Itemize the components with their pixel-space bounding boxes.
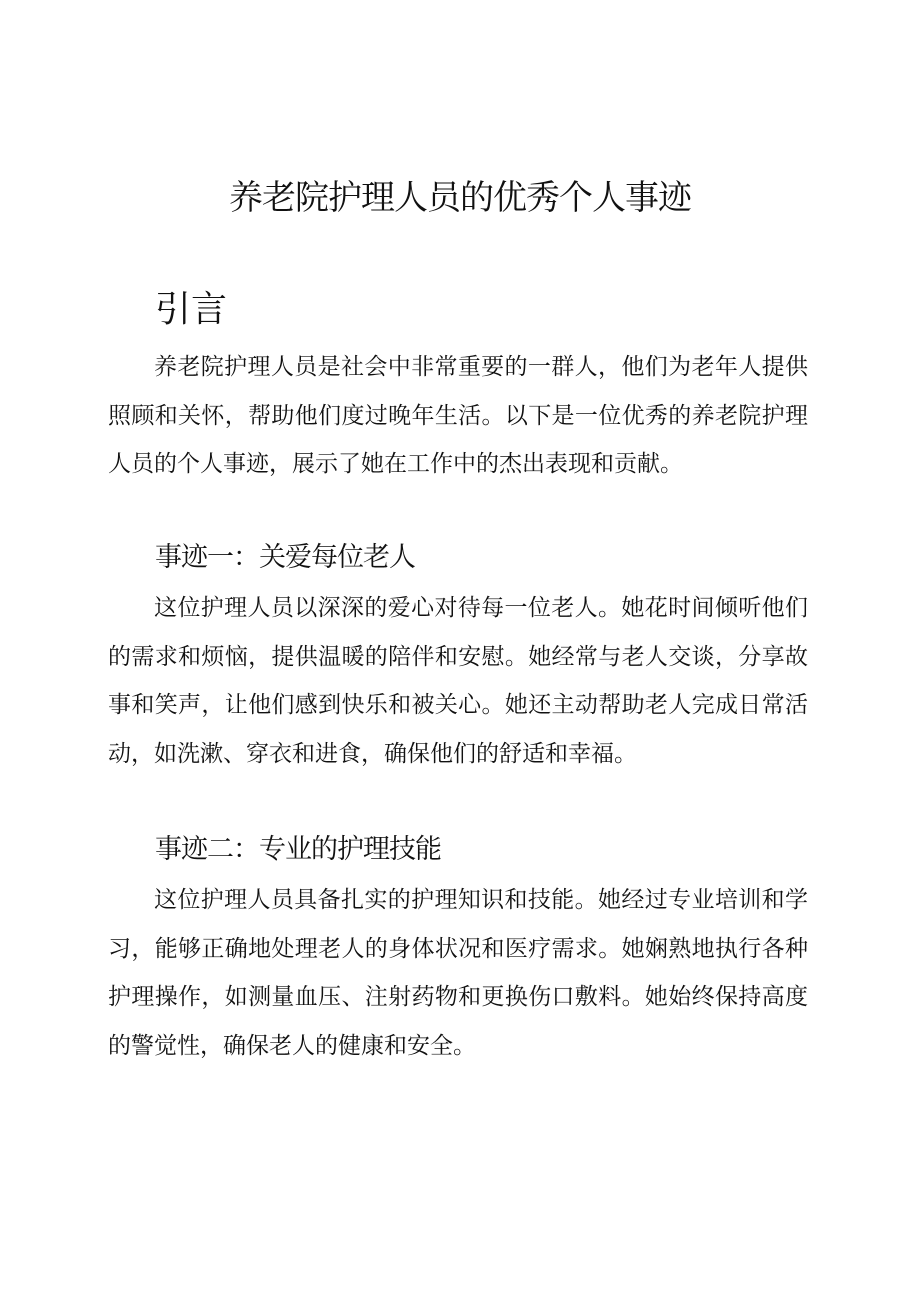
intro-paragraph: 养老院护理人员是社会中非常重要的一群人，他们为老年人提供照顾和关怀，帮助他们度过晚年生活。以下是一位优秀的养老院护理人员的个人事迹，展示了她在工作中的杰出表现和贡献。 bbox=[108, 354, 808, 477]
section-2-heading: 事迹二：专业的护理技能 bbox=[155, 834, 441, 865]
section-1-heading: 事迹一：关爱每位老人 bbox=[155, 542, 415, 573]
document-title: 养老院护理人员的优秀个人事迹 bbox=[229, 178, 691, 218]
intro-heading: 引言 bbox=[155, 289, 228, 330]
section-1-paragraph: 这位护理人员以深深的爱心对待每一位老人。她花时间倾听他们的需求和烦恼，提供温暖的陪伴和安慰。她经常与老人交谈，分享故事和笑声，让他们感到快乐和被关心。她还主动帮助老人完成日常活动，如洗漱、穿衣和进食，确保他们的舒适和幸福。 bbox=[108, 595, 808, 767]
section-2-paragraph: 这位护理人员具备扎实的护理知识和技能。她经过专业培训和学习，能够正确地处理老人的身体状况和医疗需求。她娴熟地执行各种护理操作，如测量血压、注射药物和更换伤口敷料。她始终保持高度的警觉性，确保老人的健康和安全。 bbox=[108, 887, 808, 1059]
